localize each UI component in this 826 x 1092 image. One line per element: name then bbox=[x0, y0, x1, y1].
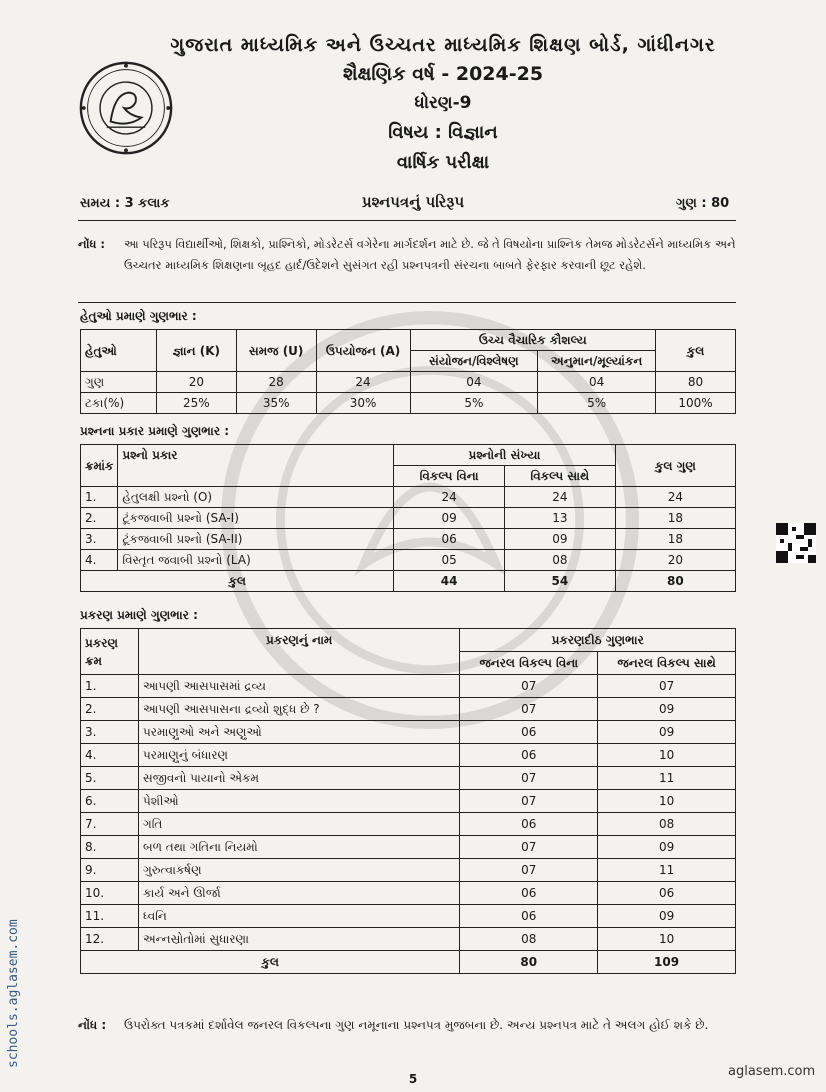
footnote-label: નોંધ : bbox=[78, 1018, 107, 1032]
table-cell: 10 bbox=[598, 744, 736, 767]
table-cell: 07 bbox=[598, 675, 736, 698]
objectives-table bbox=[80, 329, 736, 414]
header-cell: સંયોજન/વિશ્લેષણ bbox=[410, 351, 538, 372]
header-cell: ક્રમાંક bbox=[81, 445, 118, 487]
table-cell: 3. bbox=[81, 721, 139, 744]
table-cell: 09 bbox=[394, 508, 505, 529]
table-cell: 80 bbox=[615, 571, 735, 592]
table-cell: 08 bbox=[460, 928, 598, 951]
table-cell: કાર્ય અને ઊર્જા bbox=[138, 882, 459, 905]
page-number: 5 bbox=[408, 1072, 418, 1086]
table-cell: ટૂંકજવાબી પ્રશ્નો (SA-I) bbox=[118, 508, 394, 529]
header-cell: પ્રકરણદીઠ ગુણભાર bbox=[460, 629, 736, 652]
table-cell: સજીવનો પાયાનો એકમ bbox=[138, 767, 459, 790]
divider bbox=[78, 302, 736, 303]
table-cell: 09 bbox=[598, 721, 736, 744]
header-cell: કુલ ગુણ bbox=[615, 445, 735, 487]
table-cell: 5% bbox=[538, 393, 656, 414]
table-cell: 04 bbox=[410, 372, 538, 393]
blueprint-title: પ્રશ્નપત્રનું પરિરૂપ bbox=[361, 193, 465, 211]
table-cell: પરમાણુનું બંધારણ bbox=[138, 744, 459, 767]
table-cell: 07 bbox=[460, 859, 598, 882]
table-cell: 109 bbox=[598, 951, 736, 974]
table-row bbox=[81, 744, 736, 767]
table-cell: 80 bbox=[656, 372, 736, 393]
academic-year: શૈક્ષણિક વર્ષ - 2024-25 bbox=[342, 63, 544, 85]
table-row bbox=[81, 721, 736, 744]
table-row bbox=[81, 529, 736, 550]
total-marks: ગુણ : 80 bbox=[676, 196, 730, 211]
table-cell: 09 bbox=[505, 529, 616, 550]
table-cell: 24 bbox=[615, 487, 735, 508]
table-cell: 3. bbox=[81, 529, 118, 550]
side-watermark-url: schools.aglasem.com bbox=[6, 919, 21, 1068]
table-cell: 06 bbox=[460, 882, 598, 905]
table-cell: 11 bbox=[598, 767, 736, 790]
divider bbox=[78, 220, 736, 221]
table-cell: આપણી આસપાસમાં દ્રવ્ય bbox=[138, 675, 459, 698]
table-cell: 2. bbox=[81, 508, 118, 529]
table-cell: પેશીઓ bbox=[138, 790, 459, 813]
table-row bbox=[81, 928, 736, 951]
header-cell: હેતુઓ bbox=[81, 330, 157, 372]
header-cell: પ્રકરણનું નામ bbox=[138, 629, 459, 675]
table-row bbox=[81, 836, 736, 859]
header-cell: જનરલ વિકલ્પ વિના bbox=[460, 652, 598, 675]
table-row bbox=[81, 813, 736, 836]
table-cell: 07 bbox=[460, 790, 598, 813]
table-cell: 2. bbox=[81, 698, 139, 721]
qr-code-icon bbox=[776, 523, 816, 563]
table-row bbox=[81, 508, 736, 529]
table-cell: પરમાણુઓ અને અણુઓ bbox=[138, 721, 459, 744]
table-cell: 13 bbox=[505, 508, 616, 529]
total-label: કુલ bbox=[81, 571, 394, 592]
note-label: નોંધ : bbox=[78, 237, 105, 251]
table-cell: ગતિ bbox=[138, 813, 459, 836]
exam-name: વાર્ષિક પરીક્ષા bbox=[396, 152, 490, 173]
header-cell: જનરલ વિકલ્પ સાથે bbox=[598, 652, 736, 675]
header-cell: સમજ (U) bbox=[236, 330, 316, 372]
table-cell: 44 bbox=[394, 571, 505, 592]
table-cell: 07 bbox=[460, 767, 598, 790]
section-title-chapters: પ્રકરણ પ્રમાણે ગુણભાર : bbox=[80, 608, 198, 622]
footnote bbox=[78, 1014, 738, 1036]
table-cell: ટકા(%) bbox=[81, 393, 157, 414]
table-cell: 10 bbox=[598, 790, 736, 813]
table-row bbox=[81, 487, 736, 508]
table-cell: 07 bbox=[460, 675, 598, 698]
table-cell: 5. bbox=[81, 767, 139, 790]
total-label: કુલ bbox=[81, 951, 460, 974]
question-types-table bbox=[80, 444, 736, 592]
table-cell: 06 bbox=[460, 721, 598, 744]
table-cell: 54 bbox=[505, 571, 616, 592]
table-cell: 24 bbox=[316, 372, 410, 393]
table-row bbox=[81, 675, 736, 698]
table-cell: 10. bbox=[81, 882, 139, 905]
header-cell: વિકલ્પ સાથે bbox=[505, 466, 616, 487]
time-duration: સમય : 3 કલાક bbox=[80, 196, 170, 211]
table-cell: ટૂંકજવાબી પ્રશ્નો (SA-II) bbox=[118, 529, 394, 550]
table-row bbox=[81, 790, 736, 813]
table-row bbox=[81, 882, 736, 905]
table-row bbox=[81, 550, 736, 571]
header-cell: પ્રશ્નોની સંખ્યા bbox=[394, 445, 615, 466]
table-cell: 5% bbox=[410, 393, 538, 414]
section-title-objectives: હેતુઓ પ્રમાણે ગુણભાર : bbox=[80, 309, 197, 323]
table-cell: 20 bbox=[615, 550, 735, 571]
table-cell: 06 bbox=[598, 882, 736, 905]
chapters-table bbox=[80, 628, 736, 974]
table-cell: 6. bbox=[81, 790, 139, 813]
table-cell: 09 bbox=[598, 905, 736, 928]
table-cell: 30% bbox=[316, 393, 410, 414]
table-cell: અન્નસ્રોતોમાં સુધારણા bbox=[138, 928, 459, 951]
table-cell: 25% bbox=[156, 393, 236, 414]
standard: ધોરણ-9 bbox=[414, 93, 472, 113]
board-title: ગુજરાત માધ્યમિક અને ઉચ્ચતર માધ્યમિક શિક્ષણ બોર્ડ, ગાંધીનગર bbox=[170, 34, 716, 56]
table-cell: 11 bbox=[598, 859, 736, 882]
table-cell: 7. bbox=[81, 813, 139, 836]
table-cell: 9. bbox=[81, 859, 139, 882]
table-cell: ગુણ bbox=[81, 372, 157, 393]
table-cell: ગુરુત્વાકર્ષણ bbox=[138, 859, 459, 882]
table-total-row bbox=[81, 951, 736, 974]
header-cell: પ્રકરણ ક્રમ bbox=[81, 629, 139, 675]
header-cell: વિકલ્પ વિના bbox=[394, 466, 505, 487]
table-cell: 24 bbox=[505, 487, 616, 508]
table-cell: 24 bbox=[394, 487, 505, 508]
table-cell: 35% bbox=[236, 393, 316, 414]
header-cell: ઉપયોજન (A) bbox=[316, 330, 410, 372]
table-cell: 12. bbox=[81, 928, 139, 951]
table-cell: 09 bbox=[598, 698, 736, 721]
table-row bbox=[81, 698, 736, 721]
table-cell: 4. bbox=[81, 744, 139, 767]
table-row bbox=[81, 905, 736, 928]
table-cell: 09 bbox=[598, 836, 736, 859]
table-row bbox=[81, 859, 736, 882]
subject: વિષય : વિજ્ઞાન bbox=[388, 122, 498, 143]
table-cell: 100% bbox=[656, 393, 736, 414]
table-total-row bbox=[81, 571, 736, 592]
table-cell: 18 bbox=[615, 529, 735, 550]
table-cell: બળ તથા ગતિના નિયમો bbox=[138, 836, 459, 859]
table-row bbox=[81, 393, 736, 414]
table-cell: 06 bbox=[460, 905, 598, 928]
table-cell: 10 bbox=[598, 928, 736, 951]
table-cell: 07 bbox=[460, 698, 598, 721]
table-cell: આપણી આસપાસના દ્રવ્યો શુદ્ધ છે ? bbox=[138, 698, 459, 721]
table-cell: 06 bbox=[394, 529, 505, 550]
header-cell: અનુમાન/મૂલ્યાંકન bbox=[538, 351, 656, 372]
table-cell: 06 bbox=[460, 744, 598, 767]
table-cell: 4. bbox=[81, 550, 118, 571]
table-cell: 28 bbox=[236, 372, 316, 393]
header-cell: પ્રશ્નો પ્રકાર bbox=[118, 445, 394, 487]
table-row bbox=[81, 372, 736, 393]
table-cell: 05 bbox=[394, 550, 505, 571]
table-cell: 04 bbox=[538, 372, 656, 393]
table-cell: વિસ્તૃત જવાબી પ્રશ્નો (LA) bbox=[118, 550, 394, 571]
table-row bbox=[81, 767, 736, 790]
note-text: આ પરિરૂપ વિદ્યાર્થીઓ, શિક્ષકો, પ્રાશ્નિકો, મોડરેટર્સ વગેરેના માર્ગદર્શન માટે છે. જે તે વિષયોના પ્રાશ્નિક તેમજ મોડરેટર્સને માધ્યમિક અને ઉચ્ચતર માધ્યમિક શિક્ષણના બૃહદ હાર્દ/ઉદેશને સુસંગત રહી પ્રશ્નપત્રની સંરચના બાબતે ફેરફાર કરવાની છૂટ રહેશે. bbox=[124, 237, 736, 272]
note bbox=[78, 234, 738, 276]
table-cell: 1. bbox=[81, 675, 139, 698]
table-cell: 06 bbox=[460, 813, 598, 836]
table-cell: 1. bbox=[81, 487, 118, 508]
header-cell: કુલ bbox=[656, 330, 736, 372]
header-cell: ઉચ્ચ વૈચારિક કૌશલ્ય bbox=[410, 330, 656, 351]
brand-watermark: aglasem.com bbox=[728, 1064, 816, 1079]
section-title-question-types: પ્રશ્નના પ્રકાર પ્રમાણે ગુણભાર : bbox=[80, 424, 229, 438]
table-cell: 07 bbox=[460, 836, 598, 859]
table-cell: ધ્વનિ bbox=[138, 905, 459, 928]
table-cell: 20 bbox=[156, 372, 236, 393]
table-cell: 11. bbox=[81, 905, 139, 928]
table-cell: 18 bbox=[615, 508, 735, 529]
table-cell: 80 bbox=[460, 951, 598, 974]
table-cell: હેતુલક્ષી પ્રશ્નો (O) bbox=[118, 487, 394, 508]
table-cell: 08 bbox=[505, 550, 616, 571]
header-cell: જ્ઞાન (K) bbox=[156, 330, 236, 372]
table-cell: 8. bbox=[81, 836, 139, 859]
table-cell: 08 bbox=[598, 813, 736, 836]
footnote-text: ઉપરોક્ત પત્રકમાં દર્શાવેલ જનરલ વિકલ્પના ગુણ નમૂનાના પ્રશ્નપત્ર મુજબના છે. અન્ય પ્રશ્નપત્ર માટે તે અલગ હોઈ શકે છે. bbox=[124, 1018, 709, 1032]
